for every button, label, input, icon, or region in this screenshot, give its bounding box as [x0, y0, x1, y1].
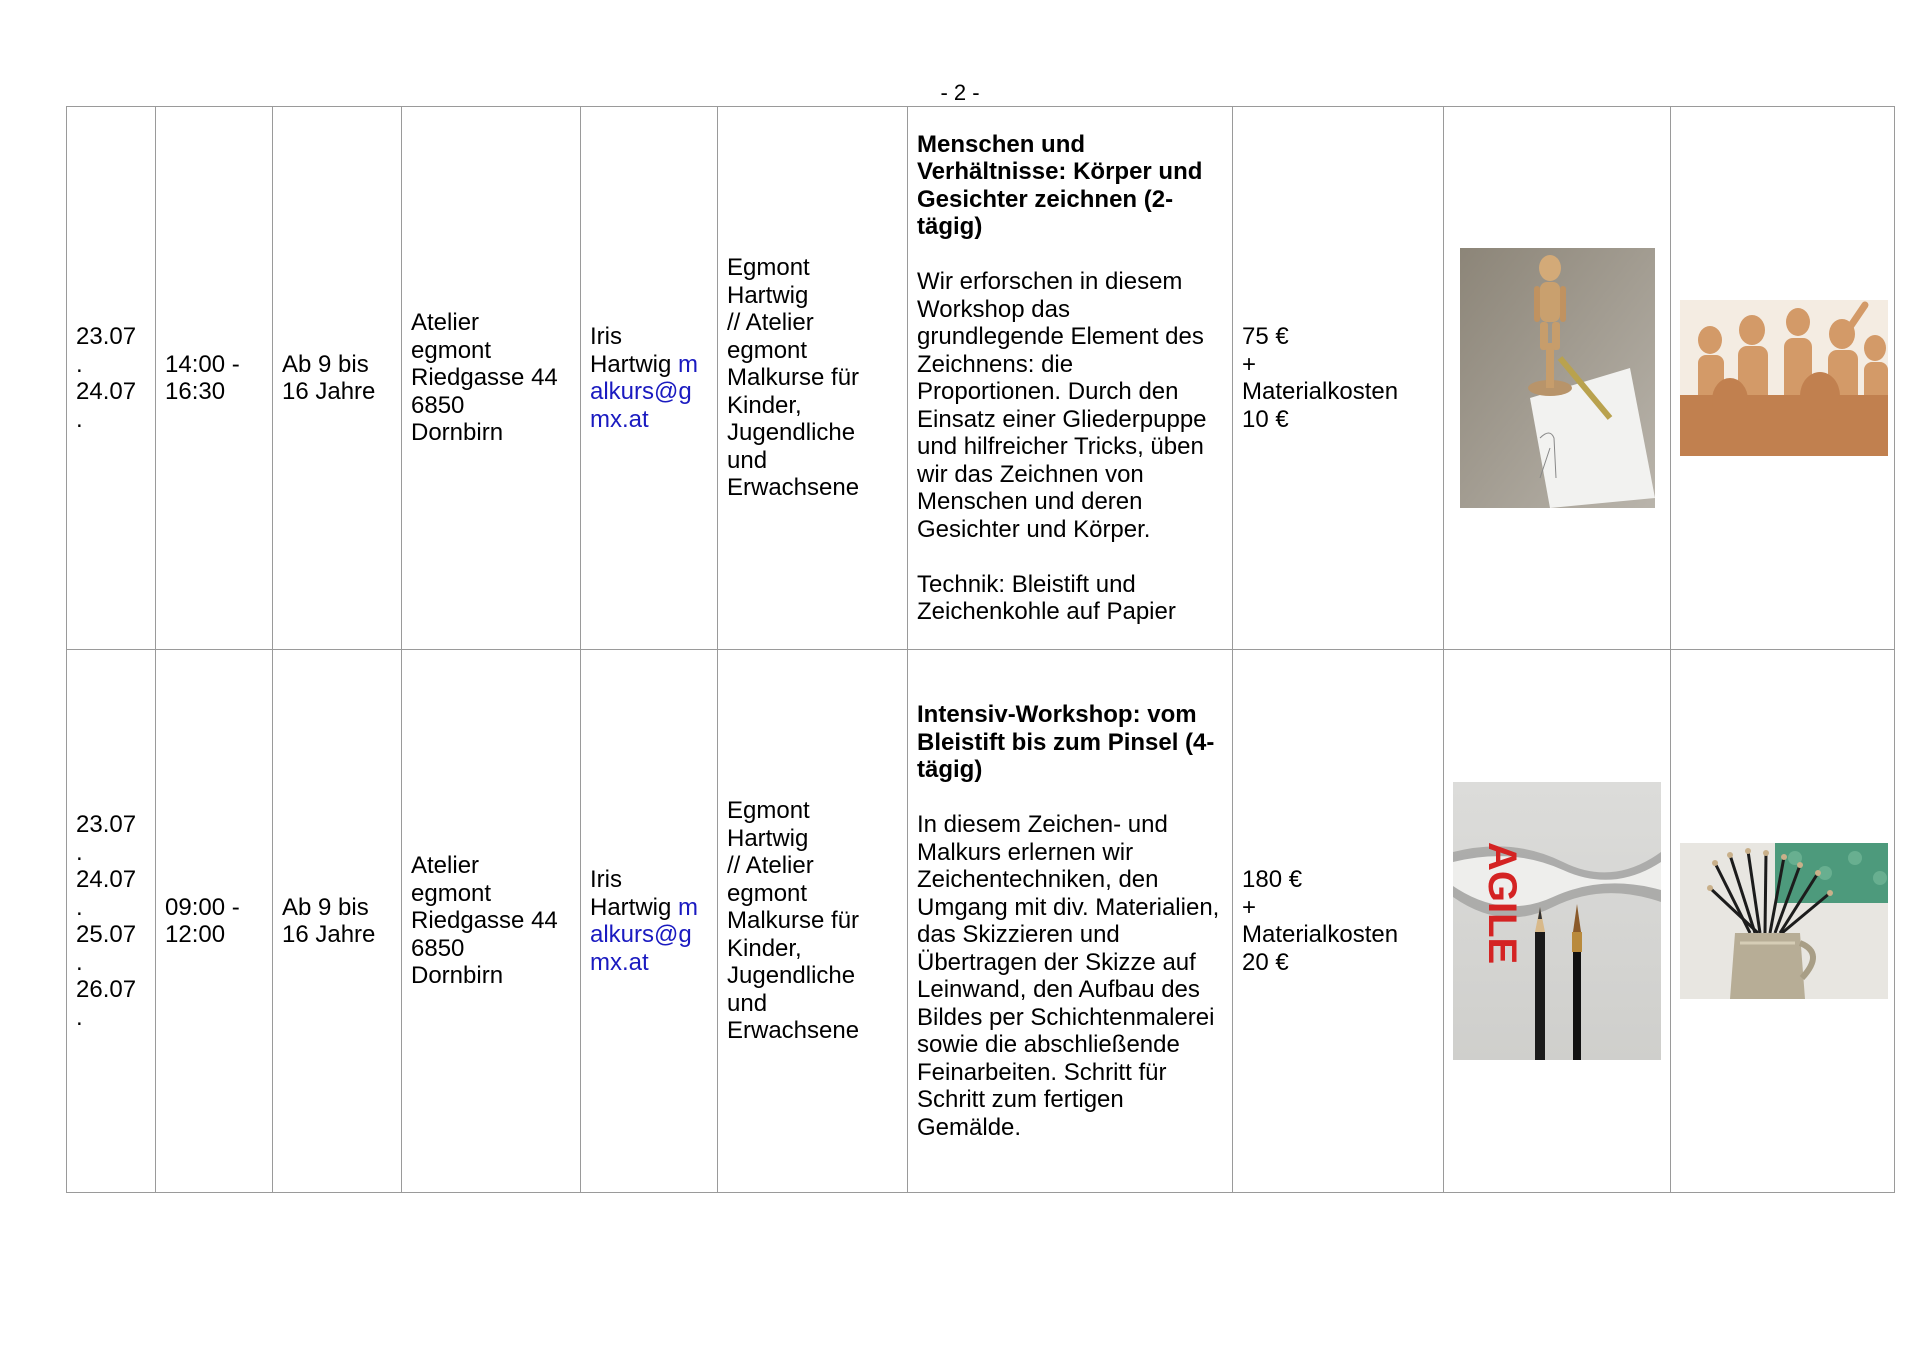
pencil-and-brush-photo	[1453, 782, 1661, 1060]
date-line: 25.07	[76, 921, 137, 948]
organizer-line: Erwachsene	[727, 474, 860, 502]
price-line: 10 €	[1242, 405, 1289, 433]
price-line: +	[1242, 350, 1257, 378]
date-cell	[67, 650, 156, 1193]
price-line: 20 €	[1242, 948, 1289, 976]
course-description-cell	[908, 107, 1233, 650]
course-table	[66, 106, 1895, 1193]
contact-name: Iris Hartwig	[590, 323, 672, 378]
date-line: .	[76, 893, 83, 921]
contact-cell	[581, 650, 718, 1193]
date-line: .	[76, 1003, 83, 1031]
organizer-line: Hartwig	[727, 281, 809, 309]
location-line: 6850	[411, 391, 465, 419]
organizer-line: egmont	[727, 336, 808, 364]
date-line: 24.07	[76, 866, 137, 893]
location-line: Dornbirn	[411, 419, 504, 447]
course-title: Menschen und Verhältnisse: Körper und Gesichter zeichnen (2-tägig)	[917, 130, 1203, 240]
contact-name: Iris Hartwig	[590, 866, 672, 921]
organizer-line: Jugendliche	[727, 962, 856, 990]
table-row	[67, 650, 1895, 1193]
price-line: Materialkosten	[1242, 921, 1399, 948]
organizer-line: Egmont	[727, 254, 810, 282]
wooden-mannequins-group-photo	[1680, 300, 1888, 456]
location-cell	[402, 650, 581, 1193]
age-cell: Ab 9 bis 16 Jahre	[273, 107, 402, 650]
contact-email-link[interactable]: malkurs@gmx.at	[590, 350, 699, 433]
organizer-line: // Atelier	[727, 852, 814, 880]
organizer-line: Kinder,	[727, 934, 802, 962]
course-description-cell	[908, 650, 1233, 1193]
organizer-line: und	[727, 446, 768, 474]
organizer-cell	[718, 107, 908, 650]
brushes-in-jug-photo	[1680, 843, 1888, 999]
location-line: egmont	[411, 879, 492, 907]
organizer-line: Hartwig	[727, 824, 809, 852]
location-line: Atelier	[411, 309, 480, 337]
page-number: - 2 -	[940, 80, 980, 105]
organizer-line: Jugendliche	[727, 419, 856, 447]
organizer-line: Malkurse für	[727, 364, 860, 392]
organizer-line: und	[727, 989, 768, 1017]
date-line: 26.07	[76, 976, 137, 1003]
course-description: Wir erforschen in diesem Workshop das grundlegende Element des Zeichnens: die Proportionen. Durch den Einsatz einer Gliederpuppe und hilfreicher Tricks, üben wir das Zeichnen von Menschen und deren Gesichter und Körper.	[917, 268, 1207, 543]
price-line: 75 €	[1242, 323, 1289, 350]
date-cell	[67, 107, 156, 650]
organizer-line: Egmont	[727, 797, 810, 825]
image-cell	[1671, 107, 1895, 650]
organizer-line: Kinder,	[727, 391, 802, 419]
price-line: +	[1242, 893, 1257, 921]
organizer-cell	[718, 650, 908, 1193]
price-cell	[1233, 650, 1444, 1193]
wooden-mannequin-photo	[1460, 248, 1655, 508]
organizer-line: egmont	[727, 879, 808, 907]
image-cell	[1671, 650, 1895, 1193]
price-line: Materialkosten	[1242, 378, 1399, 405]
age-cell: Ab 9 bis 16 Jahre	[273, 650, 402, 1193]
location-line: Atelier	[411, 852, 480, 880]
date-line: .	[76, 405, 83, 433]
date-line: 23.07	[76, 323, 137, 350]
course-description: In diesem Zeichen- und Malkurs erlernen wir Zeichentechniken, den Umgang mit div. Materialien, das Skizzieren und Übertragen der Skizze auf Leinwand, den Aufbau des Bildes per Schichtenmalerei sowie die abschließende Feinarbeiten. Schritt für Schritt zum fertigen Gemälde.	[917, 811, 1220, 1141]
location-cell	[402, 107, 581, 650]
date-line: .	[76, 838, 83, 866]
price-cell	[1233, 107, 1444, 650]
location-line: 6850	[411, 934, 465, 962]
contact-cell	[581, 107, 718, 650]
date-line: .	[76, 350, 83, 378]
course-title: Intensiv-Workshop: vom Bleistift bis zum Pinsel (4- tägig)	[917, 701, 1215, 783]
image-cell	[1444, 650, 1671, 1193]
location-line: egmont	[411, 336, 492, 364]
organizer-line: Malkurse für	[727, 907, 860, 935]
date-line: 24.07	[76, 378, 137, 405]
image-cell	[1444, 107, 1671, 650]
time-cell: 14:00 - 16:30	[156, 107, 273, 650]
svg-text:AGILE: AGILE	[1480, 842, 1524, 965]
date-line: .	[76, 948, 83, 976]
table-row	[67, 107, 1895, 650]
course-technique: Technik: Bleistift und Zeichenkohle auf Papier	[917, 570, 1176, 625]
organizer-line: Erwachsene	[727, 1017, 860, 1045]
price-line: 180 €	[1242, 866, 1303, 893]
date-line: 23.07	[76, 811, 137, 838]
location-line: Riedgasse 44	[411, 364, 558, 392]
time-cell: 09:00 - 12:00	[156, 650, 273, 1193]
location-line: Dornbirn	[411, 962, 504, 990]
contact-email-link[interactable]: malkurs@gmx.at	[590, 893, 699, 976]
organizer-line: // Atelier	[727, 309, 814, 337]
location-line: Riedgasse 44	[411, 907, 558, 935]
